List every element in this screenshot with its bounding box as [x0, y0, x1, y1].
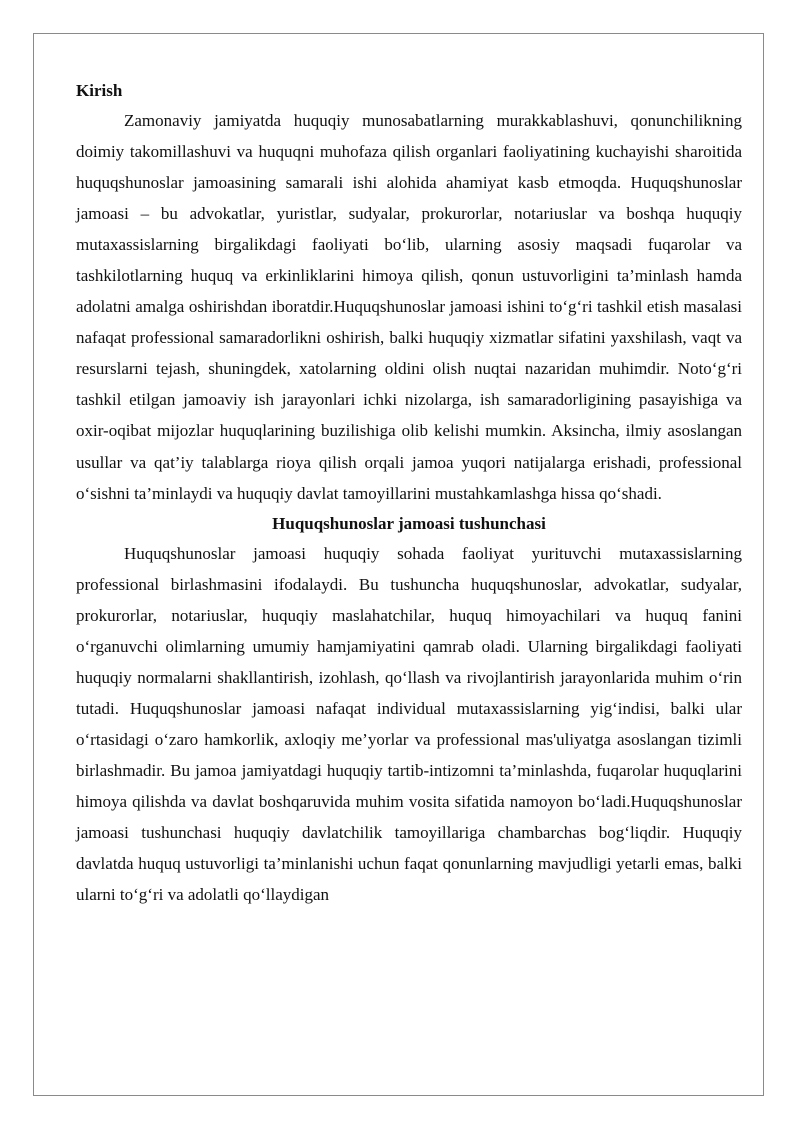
- concept-paragraph: Huquqshunoslar jamoasi huquqiy sohada faoliyat yurituvchi mutaxassislarning professional birlashmasini ifodalaydi. Bu tushuncha huquqshunoslar, advokatlar, sudyalar, prokurorlar, notariuslar, huquqiy maslahatchilar, huquq himoyachilari va huquq fanini o‘rganuvchi olimlarning umumiy hamjamiyatini qamrab oladi. Ularning birgalikdagi faoliyati huquqiy normalarni shakllantirish, izohlash, qo‘llash va rivojlantirish jarayonlarida muhim o‘rin tutadi. Huquqshunoslar jamoasi nafaqat individual mutaxassislarning yig‘indisi, balki ular o‘rtasidagi o‘zaro hamkorlik, axloqiy me’yorlar va professional mas'uliyatga asoslangan tizimli birlashmadir. Bu jamoa jamiyatdagi huquqiy tartib-intizomni ta’minlashda, fuqarolar huquqlarini himoya qilishda va davlat boshqaruvida muhim vosita sifatida namoyon bo‘ladi.Huquqshunoslar jamoasi tushunchasi huquqiy davlatchilik tamoyillariga chambarchas bog‘liqdir. Huquqiy davlatda huquq ustuvorligi ta’minlanishi uchun faqat qonunlarning mavjudligi yetarli emas, balki ularni to‘g‘ri va adolatli qo‘llaydigan: [76, 543, 742, 905]
- section-title: Kirish: [76, 81, 123, 100]
- subsection-title: Huquqshunoslar jamoasi tushunchasi: [272, 513, 546, 533]
- intro-paragraph: Zamonaviy jamiyatda huquqiy munosabatlarning murakkablashuvi, qonunchilikning doimiy takomillashuvi va huquqni muhofaza qilish organlari faoliyatining kuchayishi sharoitida huquqshunoslar jamoasining samarali ishi alohida ahamiyat kasb etmoqda. Huquqshunoslar jamoasi – bu advokatlar, yuristlar, sudyalar, prokurorlar, notariuslar va boshqa huquqiy mutaxassislarning birgalikdagi faoliyati bo‘lib, ularning asosiy maqsadi fuqarolar va tashkilotlarning huquq va erkinliklarini himoya qilish, qonun ustuvorligini ta’minlash hamda adolatni amalga oshirishdan iboratdir.Huquqshunoslar jamoasi ishini to‘g‘ri tashkil etish masalasi nafaqat professional samaradorlikni oshirish, balki huquqiy xizmatlar sifatini yaxshilash, vaqt va resurslarni tejash, shuningdek, xatolarning oldini olish nuqtai nazaridan muhimdir. Noto‘g‘ri tashkil etilgan jamoaviy ish jarayonlari ichki nizolarga, ish samaradorligining pasayishiga va oxir-oqibat mijozlar huquqlarining buzilishiga olib kelishi mumkin. Aksincha, ilmiy asoslangan usullar va qat’iy talablarga rioya qilish orqali jamoa yuqori natijalarga erishadi, professional o‘sishni ta’minlaydi va huquqiy davlat tamoyillarini mustahkamlashga hissa qo‘shadi.: [76, 111, 742, 503]
- page-content: [76, 76, 742, 910]
